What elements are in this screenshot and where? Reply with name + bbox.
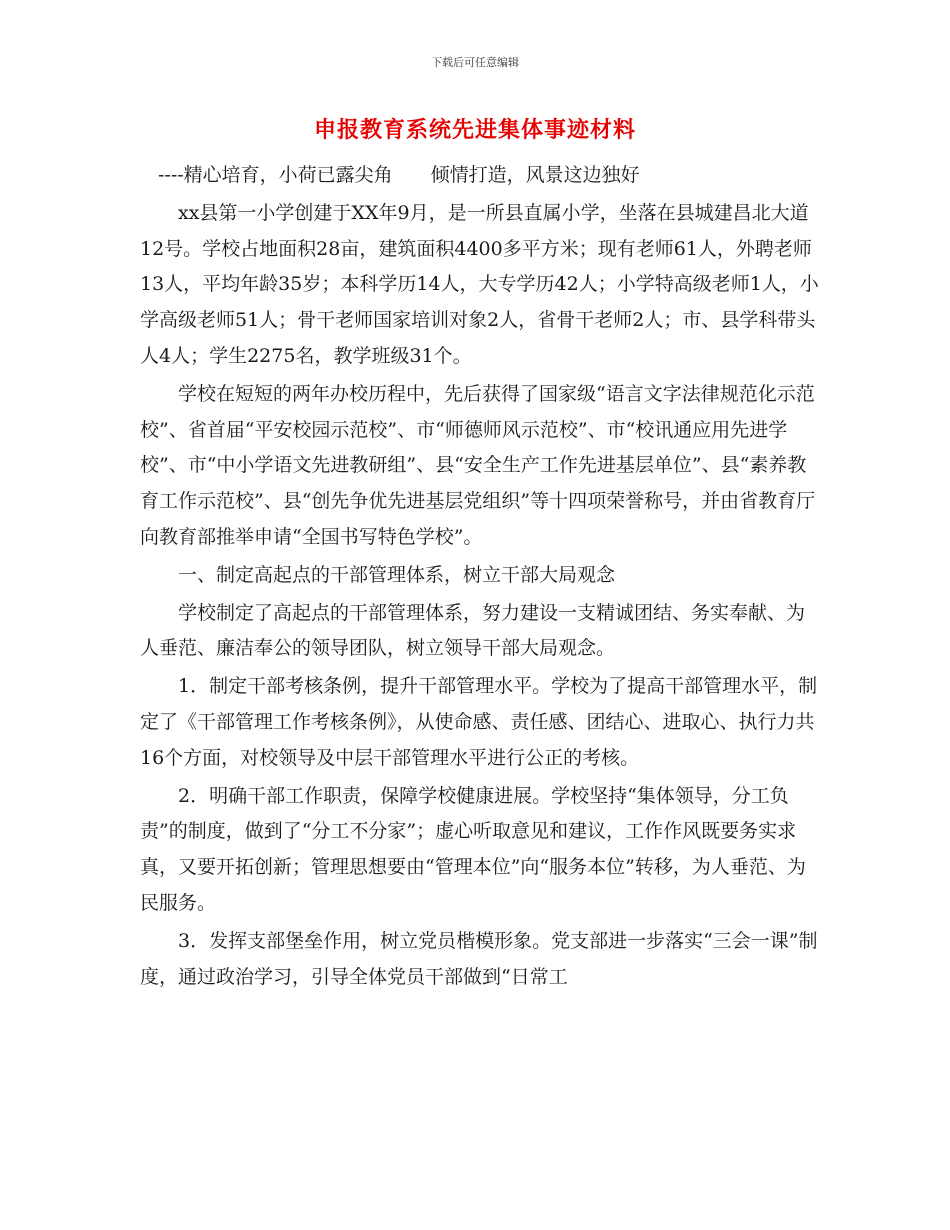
page-header-note: 下载后可任意编辑 [431,56,519,69]
paragraph-management-system: 学校制定了高起点的干部管理体系，努力建设一支精诚团结、务实奉献、为人垂范、廉洁奉公的领导团队，树立领导干部大局观念。 [140,601,806,660]
section-heading-1: 一、制定高起点的干部管理体系，树立干部大局观念 [178,563,616,586]
document-subtitle: ----精心培育，小荷已露尖角 倾情打造，风景这边独好 [158,164,640,186]
document-title: 申报教育系统先进集体事迹材料 [313,118,636,143]
paragraph-honors: 学校在短短的两年办校历程中，先后获得了国家级“语言文字法律规范化示范校”、省首届“平安校园示范校”、市“师德师风示范校”、市“校讯通应用先进学校”、市“中小学语文先进教研组”、县“安全生产工作先进基层单位”、县“素养教育工作示范校”、县“创先争优先进基层党组织”等十四项荣誉称号，并由省教育厅向教育部推举申请“全国书写特色学校”。 [140,382,816,548]
paragraph-item-3: 3．发挥支部堡垒作用，树立党员楷模形象。党支部进一步落实“三会一课”制度，通过政治学习，引导全体党员干部做到“日常工 [140,929,818,988]
paragraph-school-intro: xx县第一小学创建于XX年9月，是一所县直属小学，坐落在县城建昌北大道12号。学校占地面积28亩，建筑面积4400多平方米；现有老师61人，外聘老师13人，平均年龄35岁；本科学历14人，大专学历42人；小学特高级老师1人，小学高级老师51人；骨干老师国家培训对象2人，省骨干老师2人；市、县学科带头人4人；学生2275名，教学班级31个。 [140,201,819,367]
paragraph-item-2: 2．明确干部工作职责，保障学校健康进展。学校坚持“集体领导，分工负责”的制度，做到了“分工不分家”；虚心听取意见和建议，工作作风既要务实求真，又要开拓创新；管理思想要由“管理本位”向“服务本位”转移，为人垂范、为民服务。 [140,784,806,914]
paragraph-item-1: 1．制定干部考核条例，提升干部管理水平。学校为了提高干部管理水平，制定了《干部管理工作考核条例》，从使命感、责任感、团结心、进取心、执行力共16个方面，对校领导及中层干部管理水平进行公正的考核。 [140,675,818,769]
document-body [140,158,820,997]
